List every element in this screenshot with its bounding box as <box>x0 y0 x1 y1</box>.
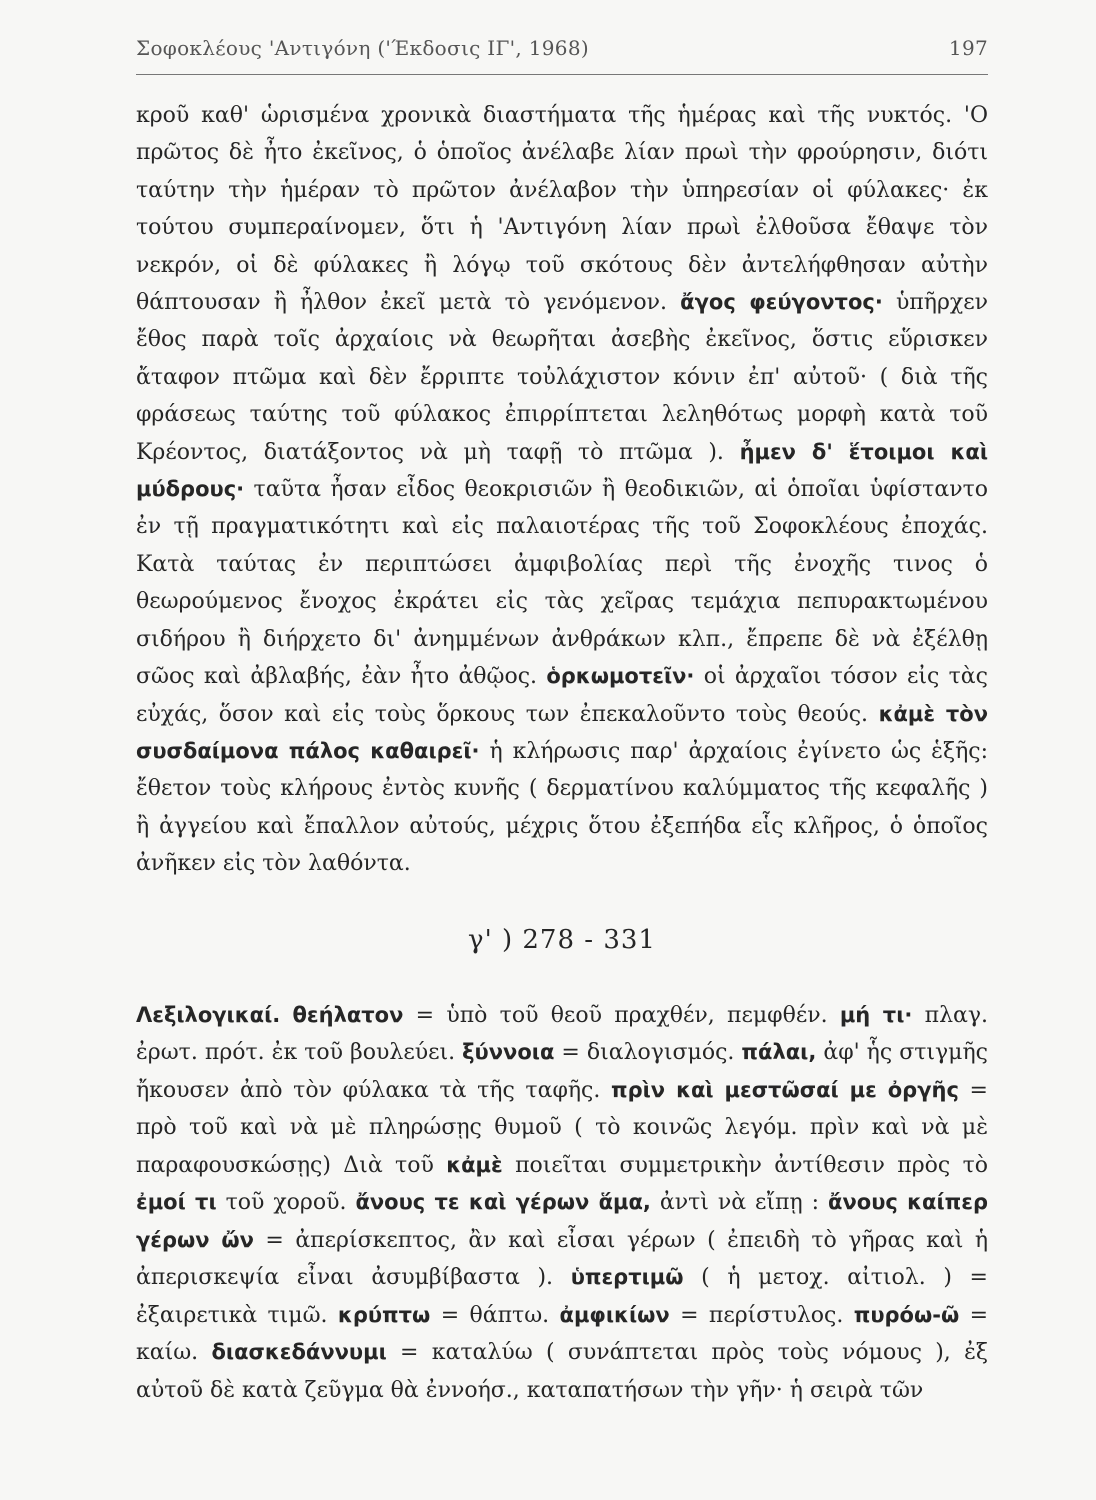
lemma: κἀμὲ <box>446 1152 503 1177</box>
running-title: Σοφοκλέους 'Αντιγόνη ('Έκδοσις ΙΓ', 1968) <box>136 36 589 60</box>
commentary-paragraph <box>136 97 988 883</box>
gloss: ( ἡ μετοχ. αἰτιολ. ) = ἐξαιρετικὰ τιμῶ. <box>136 1265 988 1328</box>
lemma: κρύπτω <box>337 1302 431 1327</box>
text-run: κροῦ καθ' ὡρισμένα χρονικὰ διαστήματα τῆς ἡμέρας καὶ τῆς νυκτός. 'Ο πρῶτος δὲ ἦτο ἐκεῖνος, ὁ ὁποῖος ἀνέλαβε λίαν πρωὶ τὴν φρούρησιν, διότι ταύτην τὴν ἡμέραν τὸ πρῶτον ἀνέλαβον τὴν ὑπηρεσίαν οἱ φύλακες· ἐκ τούτου συμπεραίνομεν, ὅτι ἡ 'Αντιγόνη λίαν πρωὶ ἐλθοῦσα ἔθαψε τὸν νεκρόν, οἱ δὲ φύλακες ἢ λόγῳ τοῦ σκότους δὲν ἀντελήφθησαν αὐτὴν θάπτουσαν ἢ ἦλθον ἐκεῖ μετὰ τὸ γενόμενον. <box>136 103 988 316</box>
page <box>136 36 988 1409</box>
text-run: ἡ κλήρωσις παρ' ἀρχαίοις ἐγίνετο ὡς ἑξῆς: ἔθετον τοὺς κλήρους ἐντὸς κυνῆς ( δερματίνου καλύμματος τῆς κεφαλῆς ) ἢ ἀγγείου καὶ ἔπαλλον αὐτούς, μέχρις ὅτου ἐξεπήδα εἷς κλῆρος, ὁ ὁποῖος ἀνῆκεν εἰς τὸν λαθόντα. <box>136 738 988 877</box>
gloss: = ἀπερίσκεπτος, ἂν καὶ εἶσαι γέρων ( ἐπειδὴ τὸ γῆρας καὶ ἡ ἀπερισκεψία εἶναι ἀσυμβίβαστα ). <box>136 1227 989 1291</box>
lemma: κἀμὲ τὸν συσδαίμονα πάλος καθαιρεῖ· <box>136 701 989 763</box>
gloss: = περίστυλος. <box>680 1302 844 1328</box>
running-head <box>136 36 988 75</box>
gloss: τοῦ χοροῦ. <box>225 1190 347 1216</box>
commentary-text <box>136 97 988 883</box>
vocab-heading: Λεξιλογικαί. <box>136 1002 281 1027</box>
lemma: πάλαι, <box>741 1040 817 1065</box>
page-number: 197 <box>948 36 988 60</box>
lemma: θεήλατον <box>292 1002 404 1027</box>
text-run: οἱ ἀρχαῖοι τόσον εἰς τὰς εὐχάς, ὅσον καὶ εἰς τοὺς ὅρκους των ἐπεκαλοῦντο τοὺς θεούς. <box>136 664 988 727</box>
lemma: ξύννοια <box>462 1040 555 1065</box>
lemma: ἀμφικίων <box>559 1302 670 1327</box>
gloss: ἀφ' ἧς στιγμῆς ἤκουσεν ἀπὸ τὸν φύλακα τὰ τῆς ταφῆς. <box>136 1040 988 1103</box>
lemma: ἦμεν δ' ἕτοιμοι καὶ μύδρους· <box>136 439 988 502</box>
text-run: ὑπῆρχεν ἔθος παρὰ τοῖς ἀρχαίοις νὰ θεωρῆται ἀσεβὴς ἐκεῖνος, ὅστις εὕρισκεν ἄταφον πτῶμα καὶ δὲν ἔρριπτε τοὐλάχιστον κόνιν ἐπ' αὐτοῦ· ( διὰ τῆς φράσεως ταύτης τοῦ φύλακος ἐπιρρίπτεται λεληθότως μορφὴ κατὰ τοῦ Κρέοντος, διατάξοντος νὰ μὴ ταφῇ τὸ πτῶμα ). <box>136 290 988 465</box>
gloss: = ὑπὸ τοῦ θεοῦ πραχθέν, πεμφθέν. <box>415 1002 828 1028</box>
gloss: = πρὸ τοῦ καὶ νὰ μὲ πληρώσῃς θυμοῦ ( τὸ κοινῶς λεγόμ. πρὶν καὶ νὰ μὲ παραφουσκώσῃς) Διὰ τοῦ <box>136 1077 988 1178</box>
vocabulary-paragraph <box>136 997 988 1410</box>
section-heading: γ' ) 278 - 331 <box>468 924 656 955</box>
lemma: μή τι· <box>839 1002 913 1027</box>
vocabulary-notes <box>136 997 988 1410</box>
lemma: πρὶν καὶ μεστῶσαί με ὀργῆς <box>610 1077 959 1102</box>
lemma: ἄγος φεύγοντος· <box>680 290 883 315</box>
gloss: = καίω. <box>136 1302 989 1366</box>
gloss: = διαλογισμός. <box>561 1040 735 1066</box>
lemma: ἄνους τε καὶ γέρων ἅμα, <box>355 1190 651 1215</box>
lemma: πυρόω-ῶ <box>853 1302 960 1327</box>
lemma: ἐμοί τι <box>136 1190 217 1215</box>
lemma: ὁρκωμοτεῖν· <box>546 664 695 689</box>
lemma: ὑπερτιμῶ <box>570 1265 684 1290</box>
gloss: πλαγ. ἐρωτ. πρότ. ἐκ τοῦ βουλεύει. <box>136 1002 989 1066</box>
gloss: = καταλύω ( συνάπτεται πρὸς τοὺς νόμους ), ἐξ αὐτοῦ δὲ κατὰ ζεῦγμα θὰ ἐννοήσ., καταπατήσων τὴν γῆν· ἡ σειρὰ τῶν <box>136 1340 988 1403</box>
gloss: ἀντὶ νὰ εἴπῃ : <box>659 1190 820 1216</box>
text-run: ταῦτα ἦσαν εἶδος θεοκρισιῶν ἢ θεοδικιῶν, αἱ ὁποῖαι ὑφίσταντο ἐν τῇ πραγματικότητι καὶ εἰς παλαιοτέρας τῆς τοῦ Σοφοκλέους ἐποχάς. Κατὰ ταύτας ἐν περιπτώσει ἀμφιβολίας περὶ τῆς ἐνοχῆς τινος ὁ θεωρούμενος ἔνοχος ἐκράτει εἰς τὰς χεῖρας τεμάχια πεπυρακτωμένου σιδήρου ἢ διήρχετο δι' ἀνημμένων ἀνθράκων κλπ., ἔπρεπε δὲ νὰ ἐξέλθῃ σῶος καὶ ἀβλαβής, ἐὰν ἦτο ἀθῷος. <box>136 477 988 690</box>
gloss: ποιεῖται συμμετρικὴν ἀντίθεσιν πρὸς τὸ <box>515 1152 989 1178</box>
lemma: διασκεδάννυμι <box>211 1340 387 1365</box>
gloss: = θάπτω. <box>440 1302 550 1328</box>
lemma: ἄνους καίπερ γέρων ὤν <box>136 1190 988 1252</box>
